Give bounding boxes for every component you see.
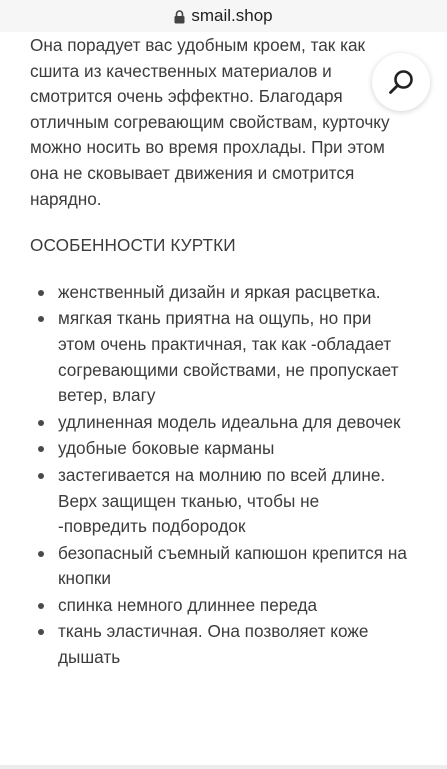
address-bar[interactable] (0, 0, 447, 32)
list-item-text: спинка немного длиннее переда (58, 594, 318, 615)
bullet-icon (38, 290, 44, 296)
bullet-icon (38, 629, 44, 635)
list-item (30, 619, 410, 670)
bullet-icon (38, 420, 44, 426)
list-item (30, 306, 410, 408)
list-item (30, 280, 410, 306)
article-intro: Она порадует вас удобным кроем, так как сшита из качественных материалов и смотрится очень эффектно. Благодаря отличным согревающим свойствам, курточку можно носить во время прохлады. При этом она не сковывает движения и смотрится нарядно. (30, 35, 390, 209)
list-item-text: ткань эластичная. Она позволяет коже дышать (58, 621, 369, 668)
list-item-text: удлиненная модель идеальна для девочек (58, 411, 401, 432)
search-button[interactable] (372, 53, 430, 111)
url-text: smail.shop (191, 6, 273, 25)
list-item (30, 410, 410, 436)
list-item-text: застегивается на молнию по всей длине. Верх защищен тканью, чтобы не -повредить подбородок (58, 464, 386, 537)
bullet-icon (38, 551, 44, 557)
page-bottom-divider (0, 765, 447, 769)
bullet-icon (38, 446, 44, 452)
lock-icon (174, 10, 185, 24)
list-item (30, 463, 410, 540)
list-item (30, 541, 410, 592)
article-content (30, 33, 410, 672)
list-item-text: женственный дизайн и яркая расцветка. (58, 281, 381, 302)
list-item-text: удобные боковые карманы (58, 438, 275, 459)
section-heading: ОСОБЕННОСТИ КУРТКИ (30, 235, 236, 256)
features-list (30, 280, 410, 671)
bullet-icon (38, 603, 44, 609)
bullet-icon (38, 473, 44, 479)
search-icon (387, 68, 415, 96)
list-item (30, 436, 410, 462)
list-item-text: мягкая ткань приятна на ощупь, но при этом очень практичная, так как -обладает согревающими свойствами, не пропускает ветер, влагу (58, 308, 399, 406)
list-item-text: безопасный съемный капюшон крепится на кнопки (58, 542, 407, 589)
bullet-icon (38, 316, 44, 322)
list-item (30, 593, 410, 619)
